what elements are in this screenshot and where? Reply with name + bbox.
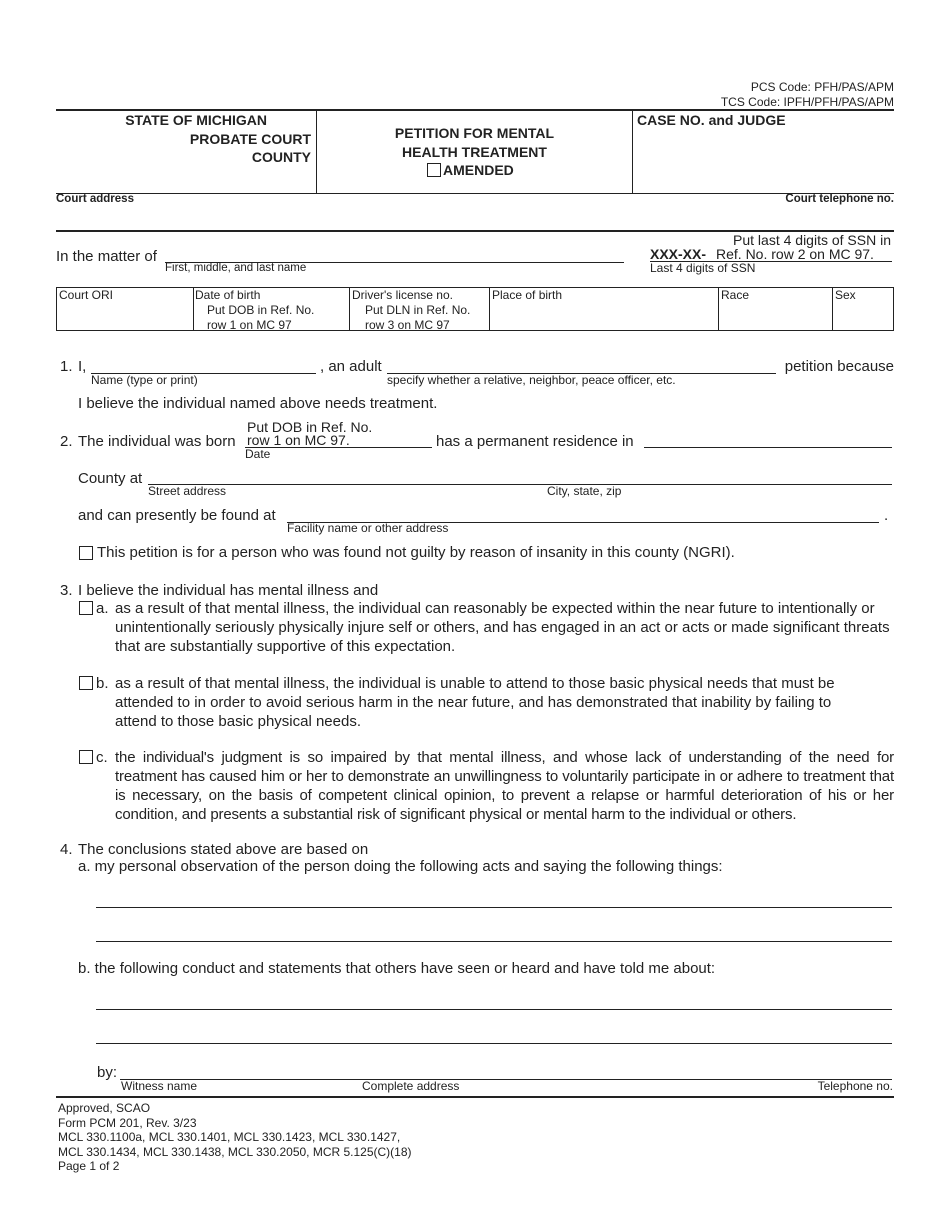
id-table-divider <box>193 287 194 330</box>
dob-note-line1: Put DOB in Ref. No. <box>207 303 315 317</box>
ngri-text: This petition is for a person who was found not guilty by reason of insanity in this county (NGRI). <box>97 544 735 561</box>
complete-address-caption: Complete address <box>362 1079 460 1093</box>
case-no-label: CASE NO. and JUDGE <box>637 112 786 128</box>
item3c-checkbox[interactable] <box>79 750 93 764</box>
item4a-line[interactable] <box>96 907 892 908</box>
item2-dob-note-line2: row 1 on MC 97. <box>247 432 350 448</box>
county-at-label: County at <box>78 470 143 487</box>
footer-mcl-line2: MCL 330.1434, MCL 330.1438, MCL 330.2050, MCR 5.125(C)(18) <box>58 1145 412 1159</box>
petition-because: petition because <box>784 358 894 375</box>
footer-form-number: Form PCM 201, Rev. 3/23 <box>58 1116 197 1130</box>
footer-rule <box>56 1096 894 1098</box>
item1-believe: I believe the individual named above needs treatment. <box>78 395 438 412</box>
id-table-divider <box>489 287 490 330</box>
county-label: COUNTY <box>251 149 311 165</box>
dl-label: Driver's license no. <box>352 288 453 302</box>
state-label: STATE OF MICHIGAN <box>125 112 267 128</box>
city-state-zip-caption: City, state, zip <box>547 484 622 498</box>
facility-caption: Facility name or other address <box>287 521 449 535</box>
id-table-divider <box>349 287 350 330</box>
telephone-caption: Telephone no. <box>817 1079 893 1093</box>
item3b-text: as a result of that mental illness, the individual is unable to attend to those basic physical needs that must be attended to in order to avoid serious harm in the near future, and has demonstrated that inability by failing to attend to those basic physical needs. <box>115 675 835 730</box>
dl-note-line2: row 3 on MC 97 <box>365 318 450 332</box>
header-top-rule <box>56 109 894 111</box>
witness-line[interactable] <box>120 1079 892 1080</box>
found-at-period: . <box>884 507 889 524</box>
tcs-code: TCS Code: IPFH/PFH/PAS/APM <box>720 95 894 109</box>
ssn-caption: Last 4 digits of SSN <box>650 261 756 275</box>
item3b-label: b. <box>96 675 109 692</box>
item3a-label: a. <box>96 600 109 617</box>
header-divider-2 <box>632 110 633 193</box>
street-address-line[interactable] <box>148 484 892 485</box>
amended-label: AMENDED <box>443 162 514 178</box>
residence-county-line[interactable] <box>644 447 892 448</box>
item3-number: 3. <box>60 582 73 599</box>
header-bottom-rule <box>56 193 894 194</box>
item2-number: 2. <box>60 433 73 450</box>
court-address-label: Court address <box>56 193 134 205</box>
court-phone-label: Court telephone no. <box>785 193 894 205</box>
by-label: by: <box>97 1064 118 1081</box>
item1-adult: , an adult <box>320 358 382 375</box>
matter-name-caption: First, middle, and last name <box>165 262 307 274</box>
id-table-divider <box>832 287 833 330</box>
petitioner-name-caption: Name (type or print) <box>91 373 198 387</box>
footer-page-number: Page 1 of 2 <box>58 1159 120 1173</box>
dl-note-line1: Put DLN in Ref. No. <box>365 303 471 317</box>
item3-intro: I believe the individual has mental illness and <box>78 582 379 599</box>
item3a-text: as a result of that mental illness, the individual can reasonably be expected within the near future to intentionally or unintentionally seriously physically injure self or others, and has engaged in an act or acts or made significant threats that are substantially supportive of this expectation. <box>115 600 890 655</box>
id-table-border <box>56 287 894 331</box>
footer-approved: Approved, SCAO <box>58 1101 151 1115</box>
item2-dob-note-line1: Put DOB in Ref. No. <box>247 419 373 435</box>
witness-name-caption: Witness name <box>121 1079 198 1093</box>
item4a-text: a. my personal observation of the person doing the following acts and saying the following things: <box>78 858 723 875</box>
pcs-code: PCS Code: PFH/PAS/APM <box>750 80 894 94</box>
ssn-prefix: XXX-XX- <box>650 246 707 262</box>
relation-caption: specify whether a relative, neighbor, peace officer, etc. <box>387 373 676 387</box>
amended-checkbox[interactable] <box>427 163 441 177</box>
item3a-checkbox[interactable] <box>79 601 93 615</box>
matter-label: In the matter of <box>56 248 157 265</box>
ssn-note-line2: Ref. No. row 2 on MC 97. <box>716 246 874 262</box>
court-ori-label: Court ORI <box>59 288 114 302</box>
dob-line[interactable] <box>245 447 432 448</box>
item2-born: The individual was born <box>78 433 236 450</box>
dob-note-line2: row 1 on MC 97 <box>207 318 292 332</box>
form-title-line1: PETITION FOR MENTAL <box>394 125 555 141</box>
residence-label: has a permanent residence in <box>436 433 634 450</box>
item4-intro: The conclusions stated above are based on <box>78 841 369 858</box>
item4b-line[interactable] <box>96 1043 892 1044</box>
footer-mcl-line1: MCL 330.1100a, MCL 330.1401, MCL 330.1423, MCL 330.1427, <box>58 1130 401 1144</box>
item1-i: I, <box>78 358 87 375</box>
court-label: PROBATE COURT <box>189 131 311 147</box>
ngri-checkbox[interactable] <box>79 546 93 560</box>
street-address-caption: Street address <box>148 484 227 498</box>
date-caption: Date <box>245 447 271 461</box>
item4b-line[interactable] <box>96 1009 892 1010</box>
item1-number: 1. <box>60 358 73 375</box>
place-of-birth-label: Place of birth <box>492 288 563 302</box>
item4a-line[interactable] <box>96 941 892 942</box>
item3b-checkbox[interactable] <box>79 676 93 690</box>
item3c-text: the individual's judgment is so impaired by that mental illness, and whose lack of understanding of the need for treatment has caused him or her to demonstrate an unwillingness to voluntarily participate in or adhere to treatment that is necessary, on the basis of competent clinical opinion, to prevent a relapse or harmful deterioration of his or her condition, and presents a substantial risk of significant physical or mental harm to the individual or others. <box>115 749 894 823</box>
item4b-text: b. the following conduct and statements that others have seen or heard and have told me about: <box>78 960 716 977</box>
form-title-line2: HEALTH TREATMENT <box>402 144 547 160</box>
item3c-label: c. <box>96 749 108 766</box>
race-label: Race <box>721 288 750 302</box>
item4-number: 4. <box>60 841 73 858</box>
ssn-note-line1: Put last 4 digits of SSN in <box>733 232 891 248</box>
id-table-divider <box>718 287 719 330</box>
sex-label: Sex <box>835 288 856 302</box>
dob-label: Date of birth <box>195 288 261 302</box>
found-at-label: and can presently be found at <box>78 507 276 524</box>
